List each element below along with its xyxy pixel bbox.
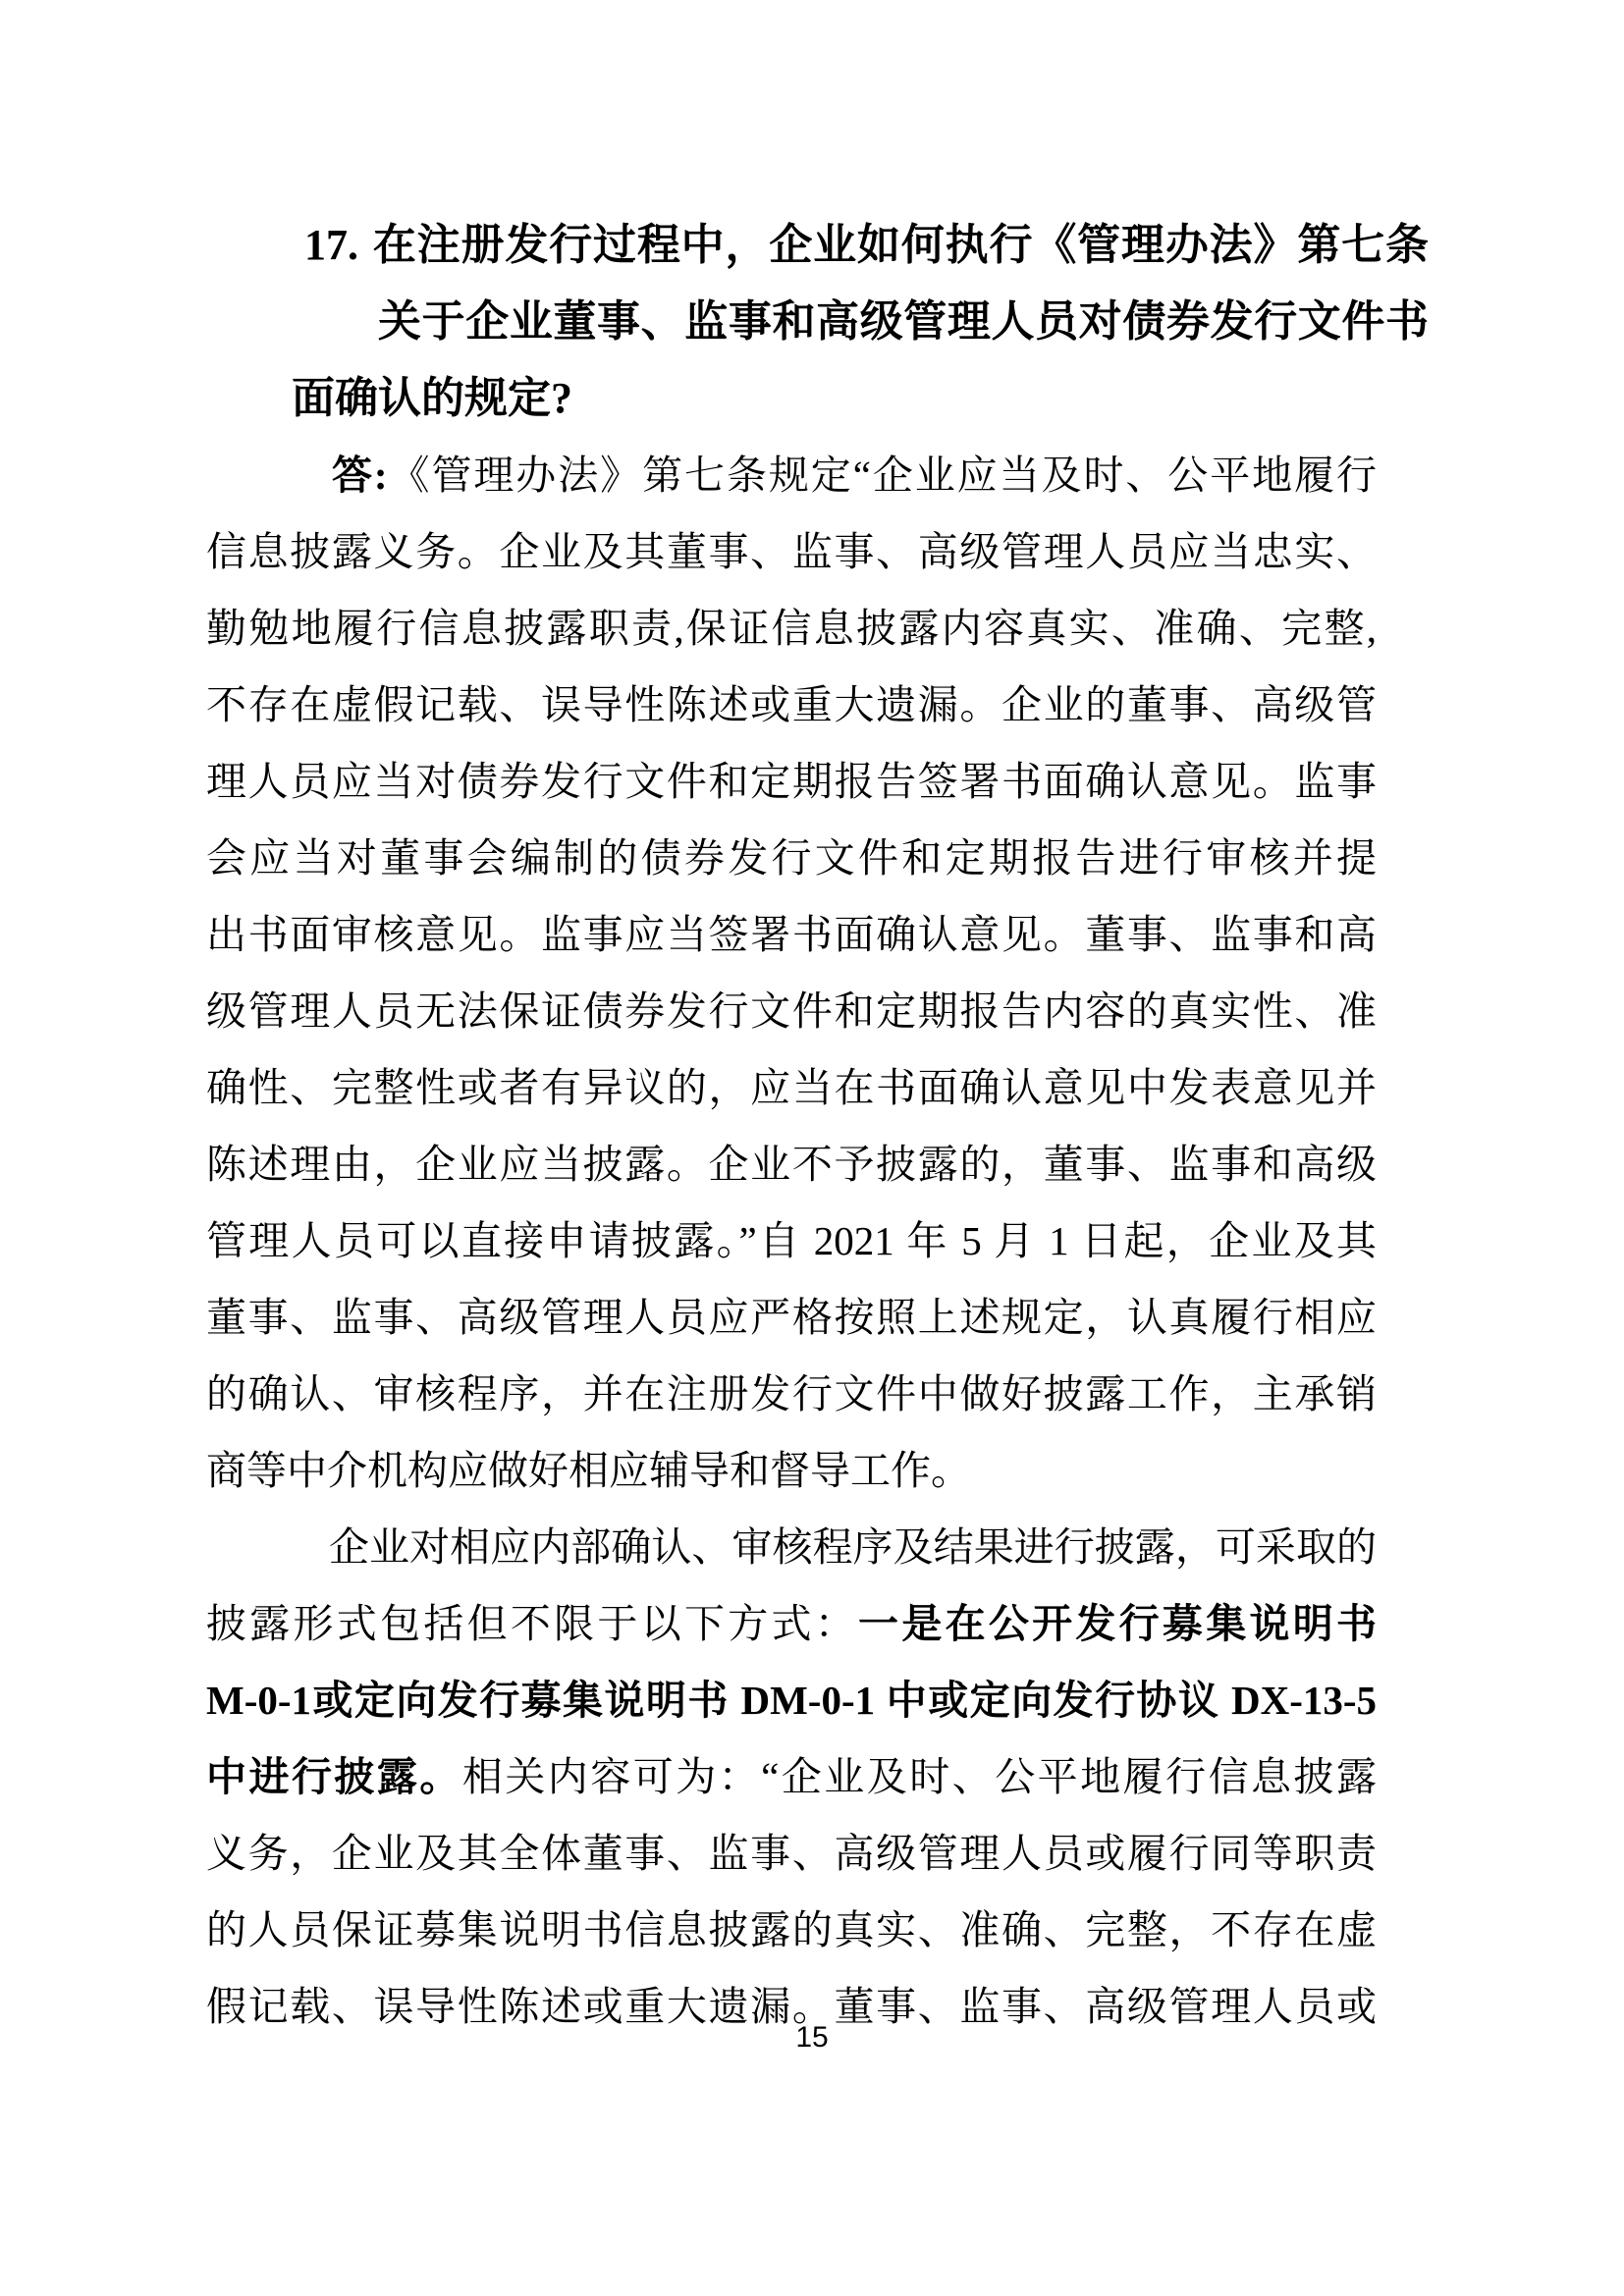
text-run: 的人员保证募集说明书信息披露的真实、准确、完整，不存在虚 [206, 1907, 1377, 1952]
text-run: 假记载、误导性陈述或重大遗漏。董事、监事、高级管理人员或 [206, 1984, 1377, 2029]
body-line [206, 1049, 1377, 1126]
body-line [206, 1815, 1377, 1892]
heading-line [304, 207, 1429, 284]
text-run: 相关内容可为：“企业及时、公平地履行信息披露 [461, 1754, 1377, 1799]
text-run: 陈述理由，企业应当披露。企业不予披露的，董事、监事和高级 [206, 1142, 1377, 1187]
text-run: 勤勉地履行信息披露职责,保证信息披露内容真实、准确、完整, [206, 606, 1377, 651]
text-run: 企业对相应内部确认、审核程序及结果进行披露，可采取的 [329, 1524, 1377, 1570]
heading-line [292, 360, 1377, 437]
text-run: 理人员应当对债券发行文件和定期报告签署书面确认意见。监事 [206, 759, 1377, 804]
body-line [206, 513, 1377, 590]
text-run: 管理人员可以直接申请披露。”自 2021 年 5 月 1 日起，企业及其 [206, 1218, 1377, 1263]
body-line [206, 1738, 1377, 1815]
text-run: 级管理人员无法保证债券发行文件和定期报告内容的真实性、准 [206, 988, 1377, 1034]
body-line [206, 1892, 1377, 1968]
text-run: 面确认的规定? [292, 374, 572, 422]
text-block [206, 207, 1429, 2045]
page-number: 15 [795, 2021, 829, 2054]
heading-line [378, 284, 1429, 360]
text-run: 披露形式包括但不限于以下方式： [206, 1601, 859, 1646]
text-run: 答: [332, 453, 388, 498]
body-line [206, 1585, 1377, 1662]
body-line [332, 437, 1377, 513]
text-run: 不存在虚假记载、误导性陈述或重大遗漏。企业的董事、高级管 [206, 682, 1377, 727]
body-line [206, 743, 1377, 820]
body-line [206, 1356, 1377, 1432]
body-line [206, 1662, 1377, 1738]
text-run: 董事、监事、高级管理人员应严格按照上述规定，认真履行相应 [206, 1295, 1377, 1340]
text-run: 一是在公开发行募集说明书 [858, 1601, 1378, 1646]
text-run: 信息披露义务。企业及其董事、监事、高级管理人员应当忠实、 [206, 529, 1377, 574]
body-line [329, 1509, 1377, 1585]
text-run: 中进行披露。 [206, 1754, 462, 1799]
body-line [206, 820, 1377, 896]
text-run: 义务，企业及其全体董事、监事、高级管理人员或履行同等职责 [206, 1831, 1377, 1876]
body-line [206, 973, 1377, 1049]
body-line [206, 1202, 1377, 1279]
body-line [206, 1432, 1377, 1509]
text-run: 在注册发行过程中，企业如何执行《管理办法》第七条 [372, 221, 1429, 269]
text-run: 《管理办法》第七条规定“企业应当及时、公平地履行 [387, 453, 1378, 498]
body-line [206, 1279, 1377, 1356]
text-run: M-0-1或定向发行募集说明书 DM-0-1 中或定向发行协议 DX-13-5 [206, 1678, 1377, 1723]
text-run: 确性、完整性或者有异议的，应当在书面确认意见中发表意见并 [206, 1065, 1377, 1110]
body-line [206, 667, 1377, 743]
body-line [206, 1126, 1377, 1202]
text-run: 会应当对董事会编制的债券发行文件和定期报告进行审核并提 [206, 835, 1377, 881]
text-run: 17. [304, 221, 358, 269]
text-run: 出书面审核意见。监事应当签署书面确认意见。董事、监事和高 [206, 912, 1377, 957]
text-run: 关于企业董事、监事和高级管理人员对债券发行文件书 [378, 297, 1429, 346]
body-line [206, 896, 1377, 973]
body-line [206, 590, 1377, 667]
text-run: 的确认、审核程序，并在注册发行文件中做好披露工作，主承销 [206, 1371, 1377, 1416]
text-run: 商等中介机构应做好相应辅导和督导工作。 [206, 1448, 971, 1493]
